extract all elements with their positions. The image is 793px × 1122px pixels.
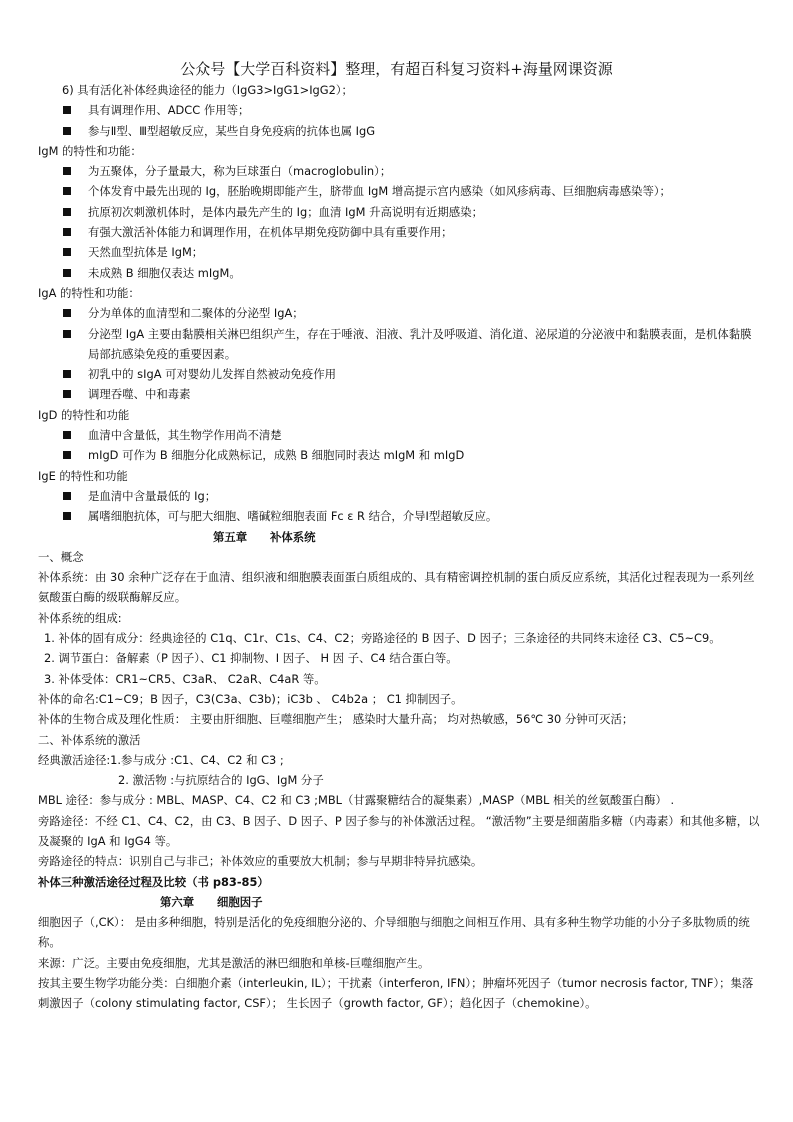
- list-item: 个体发育中最先出现的 Ig，胚胎晚期即能产生，脐带血 IgM 增高提示宫内感染（如风疹病毒、巨细胞病毒感染等）；: [38, 181, 760, 201]
- list-item: 分泌型 IgA 主要由黏膜相关淋巴组织产生，存在于唾液、泪液、乳汁及呼吸道、消化道、泌尿道的分泌液中和黏膜表面，是机体黏膜局部抗感染免疫的重要因素。: [38, 324, 760, 365]
- section-heading-concept: 一、概念: [38, 549, 84, 564]
- complement-composition-heading: 补体系统的组成:: [38, 610, 122, 625]
- alternative-pathway-features: 旁路途径的特点：识别自己与非己；补体效应的重要放大机制；参与早期非特异抗感染。: [38, 854, 483, 869]
- complement-definition: 补体系统：由 30 余种广泛存在于血清、组织液和细胞膜表面蛋白质组成的、具有精密调控机制的蛋白质反应系统，其活化过程表现为一系列丝氨酸蛋白酶的级联酶解反应。: [38, 570, 755, 605]
- mbl-pathway: MBL 途径：参与成分 : MBL、MASP、C4、C2 和 C3 ;MBL（甘露聚糖结合的凝集素）,MASP（MBL 相关的丝氨酸蛋白酶） .: [38, 793, 675, 808]
- list-item: 是血清中含量最低的 Ig；: [38, 486, 760, 506]
- section-heading-ige: IgE 的特性和功能: [38, 468, 128, 483]
- list-item: 属嗜细胞抗体，可与肥大细胞、嗜碱粒细胞表面 Fc ε R 结合，介导Ⅰ型超敏反应。: [38, 506, 760, 526]
- list-item: 抗原初次刺激机体时，是体内最先产生的 Ig；血清 IgM 升高说明有近期感染；: [38, 202, 760, 222]
- composition-item-2: 2. 调节蛋白：备解素（P 因子）、C1 抑制物、I 因子、 H 因 子、C4 结合蛋白等。: [44, 651, 458, 666]
- square-bullet-icon: [63, 208, 71, 216]
- chapter6-title: 第六章 细胞因子: [160, 894, 263, 909]
- square-bullet-icon: [63, 167, 71, 175]
- list-item: 初乳中的 sIgA 可对婴幼儿发挥自然被动免疫作用: [38, 364, 760, 384]
- square-bullet-icon: [63, 512, 71, 520]
- list-item: 为五聚体，分子量最大，称为巨球蛋白（macroglobulin）；: [38, 161, 760, 181]
- list-item: 天然血型抗体是 IgM；: [38, 242, 760, 262]
- list-item: 未成熟 B 细胞仅表达 mIgM。: [38, 263, 760, 283]
- composition-item-3: 3. 补体受体：CR1~CR5、C3aR、 C2aR、C4aR 等。: [44, 671, 326, 686]
- classical-pathway-1: 经典激活途径:1.参与成分 :C1、C4、C2 和 C3 ;: [38, 752, 284, 767]
- chapter5-title: 第五章 补体系统: [213, 529, 316, 544]
- square-bullet-icon: [63, 127, 71, 135]
- square-bullet-icon: [63, 187, 71, 195]
- composition-item-1: 1. 补体的固有成分：经典途径的 C1q、C1r、C1s、C4、C2；旁路途径的 B 因子、D 因子；三条途径的共同终末途径 C3、C5~C9。: [44, 631, 721, 646]
- square-bullet-icon: [63, 451, 71, 459]
- list-item: 有强大激活补体能力和调理作用，在机体早期免疫防御中具有重要作用；: [38, 222, 760, 242]
- square-bullet-icon: [63, 370, 71, 378]
- classical-pathway-2: 2. 激活物 :与抗原结合的 IgG、IgM 分子: [118, 773, 324, 788]
- square-bullet-icon: [63, 431, 71, 439]
- square-bullet-icon: [63, 248, 71, 256]
- igg-item-6: 6) 具有活化补体经典途径的能力（IgG3>IgG1>IgG2）；: [62, 83, 353, 97]
- complement-biosynthesis: 补体的生物合成及理化性质： 主要由肝细胞、巨噬细胞产生； 感染时大量升高； 均对热敏感，56℃ 30 分钟可灭活；: [38, 712, 634, 727]
- list-item: mIgD 可作为 B 细胞分化成熟标记，成熟 B 细胞同时表达 mIgM 和 mIgD: [38, 445, 760, 465]
- list-item: 具有调理作用、ADCC 作用等；: [38, 100, 760, 120]
- complement-naming: 补体的命名:C1~C9；B 因子，C3(C3a、C3b)；iC3b 、 C4b2a ； C1 抑制因子。: [38, 691, 463, 706]
- list-item: 调理吞噬、中和毒素: [38, 384, 760, 404]
- square-bullet-icon: [63, 390, 71, 398]
- document-body: [38, 80, 760, 1014]
- section-heading-iga: IgA 的特性和功能：: [38, 285, 140, 300]
- square-bullet-icon: [63, 106, 71, 114]
- list-item: 参与Ⅱ型、Ⅲ型超敏反应，某些自身免疫病的抗体也属 IgG: [38, 121, 760, 141]
- page-header: 公众号【大学百科资料】整理，有超百科复习资料+海量网课资源: [180, 60, 613, 78]
- section-heading-activation: 二、补体系统的激活: [38, 732, 141, 747]
- cytokine-classification: 按其主要生物学功能分类：白细胞介素（interleukin, IL）；干扰素（interferon, IFN）；肿瘤坏死因子（tumor necrosis factor, TNF）；集落刺激因子（colony stimulating factor, CSF）； 生长因子（growth factor, GF）；趋化因子（chemokine）。: [38, 976, 754, 1011]
- square-bullet-icon: [63, 228, 71, 236]
- section-heading-igd: IgD 的特性和功能: [38, 407, 130, 422]
- square-bullet-icon: [63, 309, 71, 317]
- square-bullet-icon: [63, 330, 71, 338]
- pathway-comparison-note: 补体三种激活途径过程及比较（书 p83-85）: [38, 874, 269, 889]
- cytokine-definition: 细胞因子（,CK）： 是由多种细胞，特别是活化的免疫细胞分泌的、介导细胞与细胞之间相互作用、具有多种生物学功能的小分子多肽物质的统称。: [38, 915, 750, 950]
- list-item: 分为单体的血清型和二聚体的分泌型 IgA；: [38, 303, 760, 323]
- section-heading-igm: IgM 的特性和功能：: [38, 143, 142, 158]
- square-bullet-icon: [63, 492, 71, 500]
- list-item: 血清中含量低，其生物学作用尚不清楚: [38, 425, 760, 445]
- square-bullet-icon: [63, 269, 71, 277]
- cytokine-source: 来源：广泛。主要由免疫细胞，尤其是激活的淋巴细胞和单核-巨噬细胞产生。: [38, 955, 430, 970]
- alternative-pathway: 旁路途径：不经 C1、C4、C2，由 C3、B 因子、D 因子、P 因子参与的补体激活过程。 “激活物”主要是细菌脂多糖（内毒素）和其他多糖，以及凝聚的 IgA 和 IgG4 等。: [38, 813, 760, 848]
